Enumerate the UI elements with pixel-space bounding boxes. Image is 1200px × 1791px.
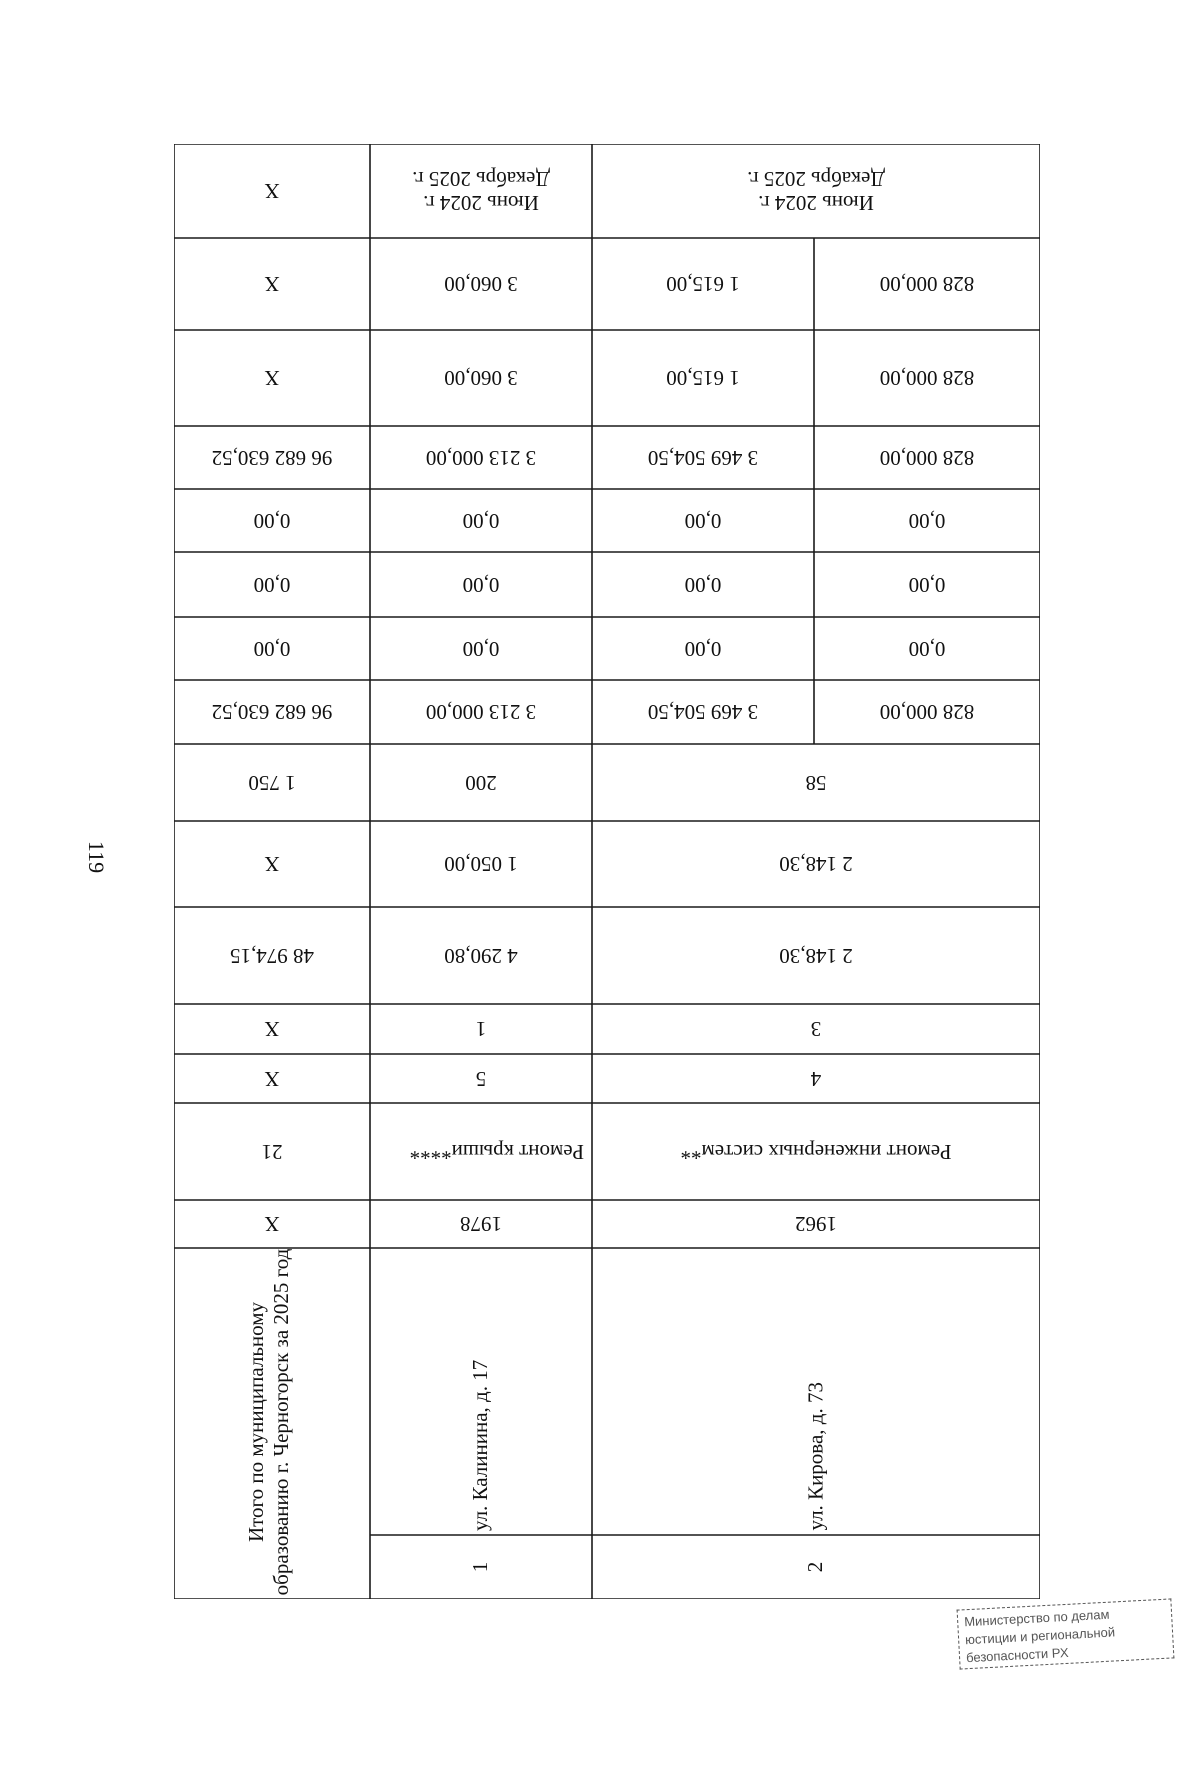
row2-sum: 3 213 000,00 bbox=[425, 700, 537, 725]
row1-year-built: 1962 bbox=[795, 1212, 837, 1237]
row2-entrances: 1 bbox=[475, 1017, 487, 1042]
row1-fund-3-b: 0,00 bbox=[684, 636, 722, 661]
row2-residents: 200 bbox=[465, 770, 497, 795]
row1-fund-2-b: 0,00 bbox=[684, 572, 722, 597]
row1-limit-a: 828 000,00 bbox=[879, 366, 975, 391]
row1-area-living: 2 148,30 bbox=[779, 852, 853, 877]
row2-cost-per-sqm: 3 060,00 bbox=[444, 272, 518, 297]
row2-address: ул. Калинина, д. 17 bbox=[468, 1359, 493, 1531]
row2-period: Июнь 2024 г. Декабрь 2025 г. bbox=[412, 167, 550, 216]
row2-number: 1 bbox=[468, 1561, 493, 1573]
row1-number: 2 bbox=[803, 1561, 828, 1573]
totals-entrances: X bbox=[264, 1017, 280, 1042]
row1-fund-2: 0,00 bbox=[908, 572, 946, 597]
row1-period: Июнь 2024 г. Декабрь 2025 г. bbox=[747, 167, 885, 216]
row2-total-cost: 3 213 000,00 bbox=[425, 445, 537, 470]
row2-floors: 5 bbox=[475, 1066, 487, 1091]
totals-area-total: 48 974,15 bbox=[230, 943, 314, 968]
row2-area-total: 4 290,80 bbox=[444, 943, 518, 968]
row1-fund-1: 0,00 bbox=[908, 508, 946, 533]
row2-fund-2: 0,00 bbox=[462, 572, 500, 597]
totals-fund-2: 0,00 bbox=[253, 572, 291, 597]
totals-residents: 1 750 bbox=[248, 770, 296, 795]
row2-limit: 3 060,00 bbox=[444, 366, 518, 391]
totals-area-living: X bbox=[264, 852, 280, 877]
row2-fund-1: 0,00 bbox=[462, 508, 500, 533]
totals-cost-per-sqm: X bbox=[264, 272, 280, 297]
totals-fund-1: 0,00 bbox=[253, 508, 291, 533]
row1-residents: 58 bbox=[805, 770, 827, 795]
totals-fund-3: 0,00 bbox=[253, 636, 291, 661]
row1-area-total: 2 148,30 bbox=[779, 943, 853, 968]
totals-period: X bbox=[264, 179, 280, 204]
row1-total-cost-a: 828 000,00 bbox=[879, 445, 975, 470]
totals-sum: 96 682 630,52 bbox=[211, 700, 333, 725]
page-number: 119 bbox=[84, 840, 109, 874]
row1-address: ул. Кирова, д. 73 bbox=[803, 1382, 828, 1531]
registry-stamp bbox=[957, 1598, 1175, 1669]
row1-cost-per-sqm-b: 1 615,00 bbox=[666, 272, 740, 297]
row1-fund-1-b: 0,00 bbox=[684, 508, 722, 533]
rotated-data-table bbox=[174, 144, 1040, 1599]
totals-limit: X bbox=[264, 366, 280, 391]
row1-fund-3: 0,00 bbox=[908, 636, 946, 661]
row2-area-living: 1 050,00 bbox=[444, 852, 518, 877]
totals-label: Итого по муниципальному образованию г. Черногорск за 2025 год bbox=[243, 1248, 293, 1596]
row1-sum-b: 3 469 504,50 bbox=[647, 700, 759, 725]
row1-work-type: Ремонт инженерных систем** bbox=[680, 1139, 952, 1164]
totals-total-cost: 96 682 630,52 bbox=[211, 445, 333, 470]
stamp-line-1: Министерство по делам bbox=[963, 1606, 1110, 1630]
row1-cost-per-sqm-a: 828 000,00 bbox=[879, 272, 975, 297]
stamp-line-3: безопасности РХ bbox=[965, 1644, 1069, 1666]
row2-fund-3: 0,00 bbox=[462, 636, 500, 661]
row1-sum-a: 828 000,00 bbox=[879, 700, 975, 725]
row1-limit-b: 1 615,00 bbox=[666, 366, 740, 391]
stamp-line-2: юстиции и региональной bbox=[964, 1624, 1116, 1648]
totals-work-count: 21 bbox=[261, 1139, 283, 1164]
row1-entrances: 3 bbox=[810, 1017, 822, 1042]
row2-year-built: 1978 bbox=[460, 1212, 502, 1237]
totals-year-built: X bbox=[264, 1212, 280, 1237]
row1-total-cost-b: 3 469 504,50 bbox=[647, 445, 759, 470]
row2-work-type: Ремонт крыши**** bbox=[409, 1139, 584, 1164]
totals-floors: X bbox=[264, 1066, 280, 1091]
row1-floors: 4 bbox=[810, 1066, 822, 1091]
